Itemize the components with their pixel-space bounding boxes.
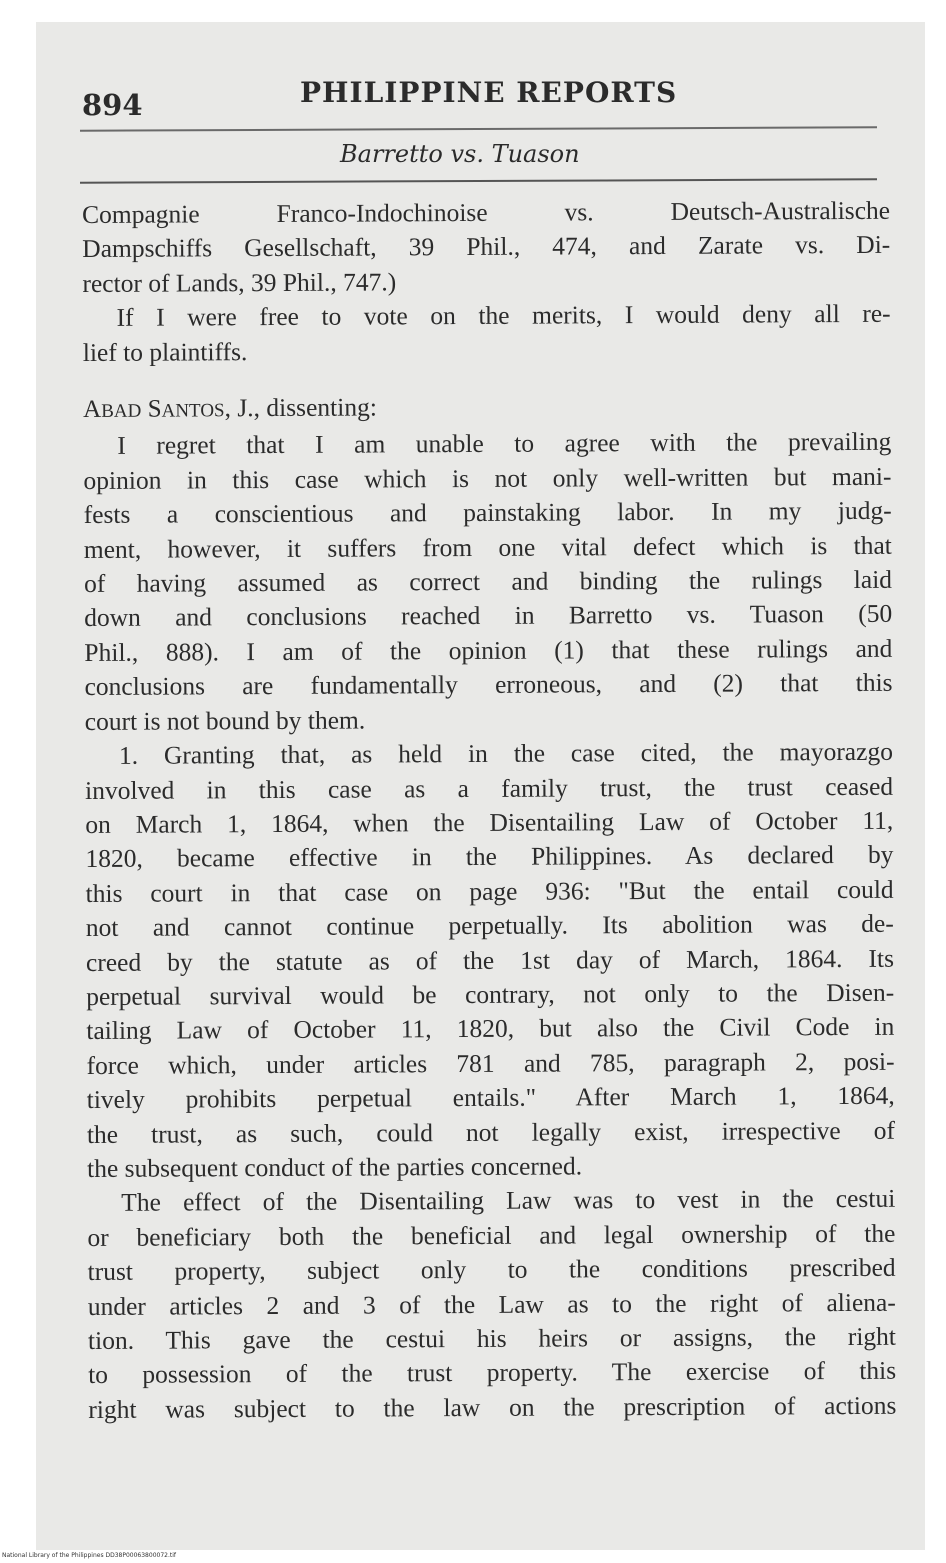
text-line: Compagnie Franco-Indochinoise vs. Deutsch-Australische <box>82 195 891 229</box>
text-line: fests a conscientious and painstaking labor. In my judg- <box>83 496 892 530</box>
text-line: Phil., 888). I am of the opinion (1) that these rulings and <box>84 633 893 667</box>
text-line: lief to plaintiffs. <box>82 336 248 367</box>
text-line: or beneficiary both the beneficial and legal ownership of the <box>87 1218 896 1252</box>
text-line: involved in this case as a family trust, the trust ceased <box>85 771 894 805</box>
text-line: this court in that case on page 936: "But the entail could <box>85 874 894 908</box>
text-line: 1. Granting that, as held in the case cited, the mayorazgo <box>118 736 893 770</box>
text-line: If I were free to vote on the merits, I would deny all re- <box>116 298 891 333</box>
text-line: ABAD SANTOS, J., dissenting: <box>83 392 377 424</box>
text-line: force which, under articles 781 and 785, paragraph 2, posi- <box>86 1046 895 1080</box>
text-line: perpetual survival would be contrary, not only to the Disen- <box>86 977 895 1011</box>
text-line: conclusions are fundamentally erroneous, and (2) that this <box>84 668 893 702</box>
page-number: 894 <box>82 88 143 122</box>
text-line: 1820, became effective in the Philippines. As declared by <box>85 840 894 874</box>
text-line: rector of Lands, 39 Phil., 747.) <box>82 267 397 298</box>
case-title: Barretto vs. Tuason <box>340 140 580 168</box>
text-line: on March 1, 1864, when the Disentailing Law of October 11, <box>85 805 894 839</box>
text-line: The effect of the Disentailing Law was to vest in the cestui <box>121 1184 896 1218</box>
text-line: court is not bound by them. <box>84 705 366 736</box>
opinion-body <box>82 194 896 1427</box>
text-line: the trust, as such, could not legally exist, irrespective of <box>86 1115 895 1149</box>
text-line: not and cannot continue perpetually. Its abolition was de- <box>85 908 894 943</box>
scan-footer-label: National Library of the Philippines DD38P00063800072.tif <box>2 1552 176 1559</box>
text-line: creed by the statute as of the 1st day of March, 1864. Its <box>85 943 895 977</box>
dissent-heading <box>83 388 891 430</box>
text-line: down and conclusions reached in Barretto vs. Tuason (50 <box>84 599 893 633</box>
text-line: Dampschiffs Gesellschaft, 39 Phil., 474, and Zarate vs. Di- <box>82 230 891 264</box>
paragraph-point-one <box>85 735 895 1187</box>
text-line: opinion in this case which is not only well-written but mani- <box>83 461 892 495</box>
text-line: tion. This gave the cestui his heirs or assigns, the right <box>87 1321 897 1355</box>
text-line: the subsequent conduct of the parties concerned. <box>87 1151 583 1183</box>
text-line: of having assumed as correct and binding the rulings laid <box>83 564 893 599</box>
text-line: under articles 2 and 3 of the Law as to the right of aliena- <box>87 1287 896 1321</box>
text-line: trust property, subject only to the conditions prescribed <box>87 1252 896 1287</box>
text-line: ment, however, it suffers from one vital defect which is that <box>83 530 892 564</box>
text-line: tailing Law of October 11, 1820, but also the Civil Code in <box>86 1012 895 1046</box>
paragraph-vote <box>83 297 891 370</box>
paragraph-regret <box>83 425 893 739</box>
text-line: right was subject to the law on the prescription of actions <box>88 1390 897 1424</box>
paragraph-citation-continuation <box>82 194 891 301</box>
text-line: tively prohibits perpetual entails." After March 1, 1864, <box>86 1080 895 1115</box>
text-line: I regret that I am unable to agree with the prevailing <box>117 427 892 461</box>
running-head: PHILIPPINE REPORTS <box>300 76 678 109</box>
paragraph-disentailing-effect <box>87 1182 896 1427</box>
text-line: to possession of the trust property. The exercise of this <box>88 1356 897 1390</box>
